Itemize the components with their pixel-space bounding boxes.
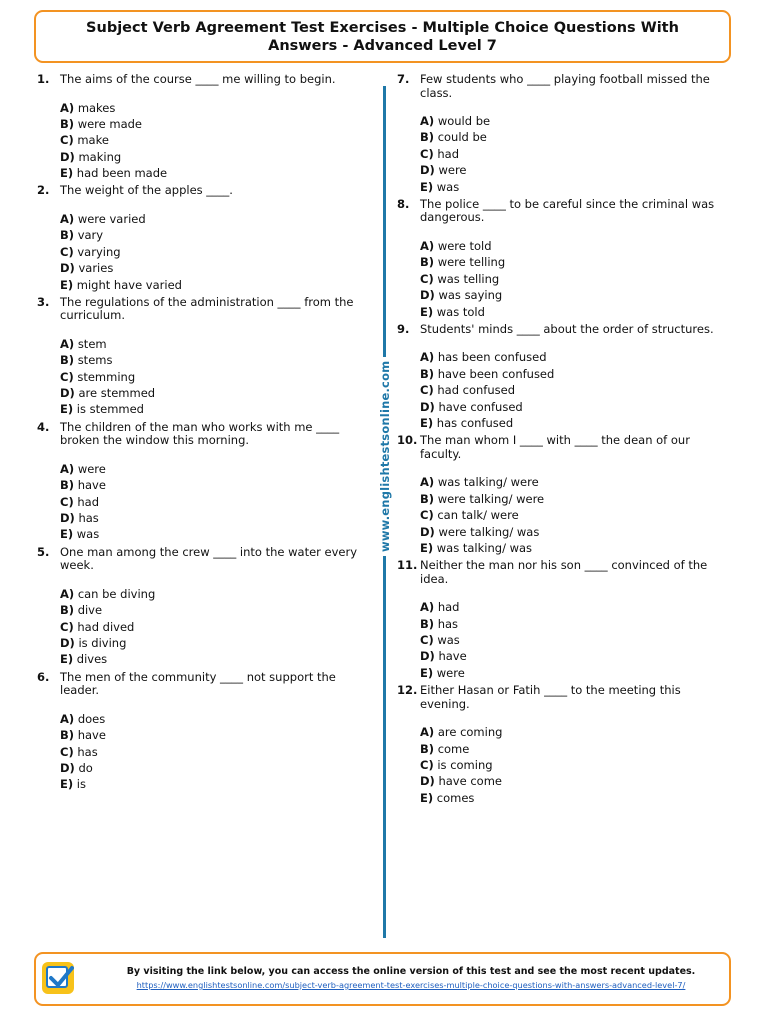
option-c[interactable]: C) had: [60, 494, 99, 509]
option-c[interactable]: C) can talk/ were: [420, 508, 519, 523]
option-e[interactable]: E) was told: [420, 304, 485, 319]
option-e[interactable]: E) has confused: [420, 415, 514, 430]
question-5: [37, 546, 367, 668]
question-8: [397, 198, 730, 320]
question-11: [397, 559, 730, 681]
option-c[interactable]: C) has: [60, 744, 98, 759]
option-d[interactable]: D) were talking/ was: [420, 524, 540, 539]
option-a[interactable]: A) does: [60, 711, 106, 726]
option-e[interactable]: E) were: [420, 665, 465, 680]
option-e[interactable]: E) was: [420, 179, 460, 194]
option-b[interactable]: B) stems: [60, 353, 113, 368]
checkbox-check-icon: [42, 962, 74, 994]
option-d[interactable]: D) was saying: [420, 288, 503, 303]
option-a[interactable]: A) would be: [420, 114, 491, 128]
question-text: The police ____ to be careful since the criminal was dangerous.: [420, 196, 715, 225]
question-text: Students' minds ____ about the order of structures.: [420, 321, 714, 336]
option-b[interactable]: B) have: [60, 478, 106, 493]
option-b[interactable]: B) could be: [420, 130, 487, 145]
option-b[interactable]: B) were made: [60, 116, 142, 131]
option-b[interactable]: B) dive: [60, 603, 103, 618]
footer-link[interactable]: https://www.englishtestsonline.com/subject-verb-agreement-test-exercises-multiple-choice-questions-with-answers-advanced-level-7/: [136, 980, 686, 990]
question-number: 7.: [397, 72, 410, 86]
question-text: The men of the community ____ not support the leader.: [60, 669, 336, 698]
question-text: One man among the crew ____ into the water every week.: [60, 544, 358, 573]
option-e[interactable]: E) was talking/ was: [420, 540, 533, 555]
question-12: [397, 684, 730, 806]
option-a[interactable]: A) were varied: [60, 211, 146, 226]
option-e[interactable]: E) is: [60, 777, 86, 792]
option-d[interactable]: D) have come: [420, 774, 502, 789]
option-c[interactable]: C) had dived: [60, 619, 135, 634]
option-b[interactable]: B) come: [420, 741, 470, 756]
question-number: 2.: [37, 183, 50, 198]
question-number: 9.: [397, 321, 410, 336]
question-1: [37, 73, 367, 181]
question-text: Few students who ____ playing football missed the class.: [420, 72, 710, 100]
question-text: The regulations of the administration ____ from the curriculum.: [60, 294, 354, 323]
question-text: The children of the man who works with me ____ broken the window this morning.: [60, 419, 340, 448]
footer-box: [34, 952, 731, 1006]
option-d[interactable]: D) have confused: [420, 399, 523, 414]
option-c[interactable]: C) make: [60, 133, 109, 148]
option-a[interactable]: A) makes: [60, 100, 116, 115]
option-d[interactable]: D) making: [60, 149, 122, 164]
option-c[interactable]: C) had: [420, 146, 459, 161]
question-4: [37, 421, 367, 543]
question-text: The weight of the apples ____.: [60, 183, 233, 198]
option-c[interactable]: C) had confused: [420, 383, 516, 398]
title-box: [34, 10, 731, 63]
question-10: [397, 434, 730, 556]
option-a[interactable]: A) were told: [420, 238, 492, 253]
question-text: Neither the man nor his son ____ convinced of the idea.: [420, 558, 708, 586]
option-b[interactable]: B) vary: [60, 228, 104, 243]
option-c[interactable]: C) is coming: [420, 758, 493, 773]
option-a[interactable]: A) has been confused: [420, 350, 547, 365]
option-e[interactable]: E) is stemmed: [60, 402, 144, 417]
question-6: [37, 671, 367, 793]
option-c[interactable]: C) stemming: [60, 369, 136, 384]
question-number: 3.: [37, 294, 50, 309]
question-number: 12.: [397, 683, 418, 698]
question-3: [37, 296, 367, 418]
left-column: [37, 73, 367, 796]
option-b[interactable]: B) were telling: [420, 255, 506, 270]
option-d[interactable]: D) varies: [60, 261, 114, 276]
option-d[interactable]: D) were: [420, 163, 467, 178]
right-column: [397, 73, 730, 809]
question-9: [397, 323, 730, 431]
option-e[interactable]: E) had been made: [60, 166, 168, 181]
question-number: 1.: [37, 72, 50, 86]
option-e[interactable]: E) was: [60, 527, 100, 542]
question-text: The aims of the course ____ me willing to begin.: [60, 72, 336, 86]
question-number: 8.: [397, 196, 410, 211]
question-number: 11.: [397, 558, 418, 573]
question-text: The man whom I ____ with ____ the dean of our faculty.: [420, 433, 690, 461]
option-b[interactable]: B) has: [420, 616, 459, 631]
option-e[interactable]: E) comes: [420, 790, 475, 805]
option-d[interactable]: D) is diving: [60, 635, 127, 650]
option-d[interactable]: D) are stemmed: [60, 386, 156, 401]
option-c[interactable]: C) was: [420, 633, 460, 648]
option-c[interactable]: C) was telling: [420, 271, 500, 286]
option-b[interactable]: B) have: [60, 728, 106, 743]
option-c[interactable]: C) varying: [60, 244, 121, 259]
question-7: [397, 73, 730, 195]
option-e[interactable]: E) might have varied: [60, 277, 182, 292]
option-d[interactable]: D) has: [60, 511, 99, 526]
option-e[interactable]: E) dives: [60, 652, 108, 667]
question-number: 5.: [37, 544, 50, 559]
question-2: [37, 184, 367, 292]
option-a[interactable]: A) was talking/ were: [420, 475, 539, 490]
option-a[interactable]: A) can be diving: [60, 586, 156, 601]
question-number: 6.: [37, 669, 50, 684]
footer-notice: By visiting the link below, you can access the online version of this test and see the most recent updates.: [126, 966, 696, 977]
option-d[interactable]: D) have: [420, 649, 467, 664]
option-a[interactable]: A) had: [420, 600, 460, 615]
option-a[interactable]: A) are coming: [420, 725, 503, 740]
question-number: 4.: [37, 419, 50, 434]
option-b[interactable]: B) have been confused: [420, 366, 555, 381]
page-title: Subject Verb Agreement Test Exercises - Multiple Choice Questions With Answers - Advanced Level 7: [86, 19, 679, 54]
option-b[interactable]: B) were talking/ were: [420, 491, 545, 506]
question-text: Either Hasan or Fatih ____ to the meeting this evening.: [420, 683, 681, 711]
option-a[interactable]: A) were: [60, 461, 106, 476]
option-a[interactable]: A) stem: [60, 336, 107, 351]
question-number: 10.: [397, 433, 418, 448]
option-d[interactable]: D) do: [60, 760, 93, 775]
